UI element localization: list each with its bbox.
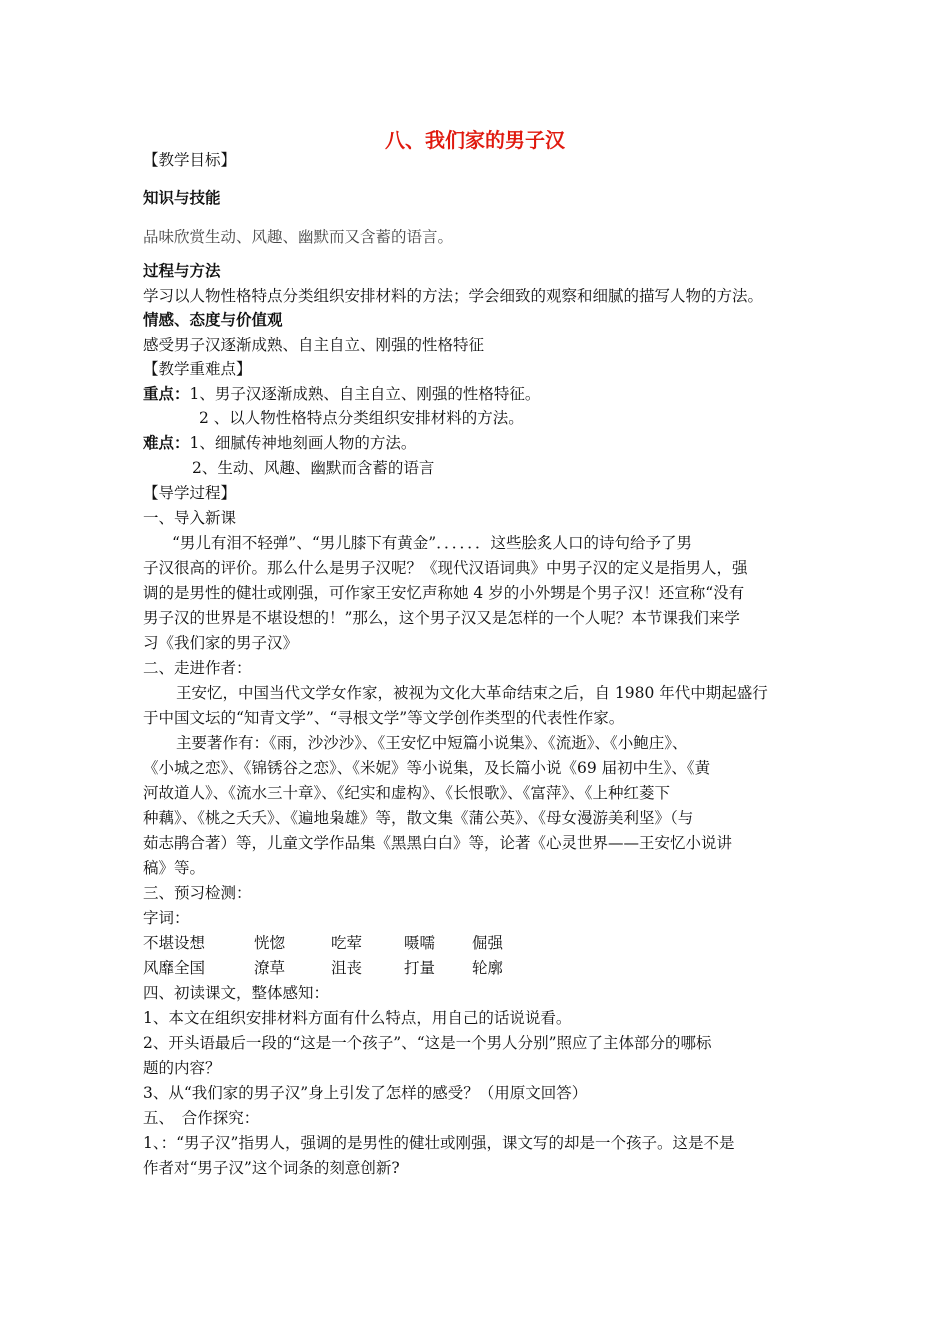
works-line-3: 河故道人》、《流水三十章》、《纪实和虚构》、《长恨歌》、《富萍》、《上种红菱下	[143, 784, 671, 802]
section-3-heading: 三、预习检测：	[143, 884, 252, 902]
works-line-6: 稿》等。	[143, 859, 206, 877]
intro-line-3: 调的是男性的健壮或刚强，可作家王安忆声称她 4 岁的小外甥是个男子汉！还宣称“没有	[143, 584, 745, 602]
cooperation-line-1: 1、：“男子汉”指男人，强调的是男性的健壮或刚强，课文写的却是一个孩子。这是不是	[143, 1134, 735, 1152]
question-1: 1、本文在组织安排材料方面有什么特点，用自己的话说说看。	[143, 1009, 572, 1027]
knowledge-text: 品味欣赏生动、风趣、幽默而又含蓄的语言。	[143, 228, 454, 246]
vocab-word: 潦草	[254, 959, 286, 977]
vocab-word: 轮廓	[472, 959, 504, 977]
vocab-word: 不堪设想	[143, 934, 206, 952]
heading-process: 过程与方法	[143, 262, 221, 280]
vocab-word: 打量	[404, 959, 436, 977]
author-line-1: 王安忆，中国当代文学女作家，被视为文化大革命结束之后，自 1980 年代中期起盛行	[176, 684, 768, 702]
question-2-line-1: 2、开头语最后一段的“这是一个孩子”、“这是一个男人分别”照应了主体部分的哪标	[143, 1034, 712, 1052]
doc-title: 八、我们家的男子汉	[385, 128, 565, 152]
works-line-4: 种藕》、《桃之夭夭》、《遍地枭雄》等，散文集《蒲公英》、《母女漫游美利坚》（与	[143, 809, 694, 827]
difficulty-2: 2、生动、风趣、幽默而含蓄的语言	[192, 459, 435, 477]
heading-emotion: 情感、态度与价值观	[143, 311, 283, 329]
author-line-2: 于中国文坛的“知青文学”、“寻根文学”等文学创作类型的代表性作家。	[143, 709, 625, 727]
process-text: 学习以人物性格特点分类组织安排材料的方法；学会细致的观察和细腻的描写人物的方法。	[143, 287, 764, 305]
heading-guide-process: 【导学过程】	[143, 484, 237, 502]
key-label: 重点：	[143, 385, 190, 403]
heading-knowledge: 知识与技能	[143, 189, 221, 207]
works-line-2: 《小城之恋》、《锦锈谷之恋》、《米妮》等小说集，及长篇小说《69 届初中生》、《黄	[143, 759, 711, 777]
works-line-1: 主要著作有：《雨，沙沙沙》、《王安忆中短篇小说集》、《流逝》、《小鲍庄》、	[176, 734, 688, 752]
works-line-5: 茹志鹃合著）等，儿童文学作品集《黑黑白白》等，论著《心灵世界——王安忆小说讲	[143, 834, 733, 852]
section-1-heading: 一、导入新课	[143, 509, 237, 527]
heading-teaching-goal: 【教学目标】	[143, 151, 237, 169]
vocab-word: 吃荤	[331, 934, 363, 952]
vocab-label: 字词：	[143, 909, 190, 927]
heading-key-points: 【教学重难点】	[143, 360, 252, 378]
vocab-word: 嗫嚅	[404, 934, 436, 952]
difficulty-line-1	[143, 433, 416, 453]
section-2-heading: 二、走进作者：	[143, 659, 252, 677]
vocab-word: 沮丧	[331, 959, 363, 977]
question-3: 3、从“我们家的男子汉”身上引发了怎样的感受？（用原文回答）	[143, 1084, 588, 1102]
key-point-2: 2 、以人物性格特点分类组织安排材料的方法。	[199, 409, 524, 427]
emotion-text: 感受男子汉逐渐成熟、自主自立、刚强的性格特征	[143, 336, 485, 354]
section-5-heading: 五、 合作探究：	[143, 1109, 260, 1127]
key-point-1: 1、男子汉逐渐成熟、自主自立、刚强的性格特征。	[189, 385, 541, 403]
vocab-word: 倔强	[472, 934, 504, 952]
intro-line-5: 习《我们家的男子汉》	[143, 634, 299, 652]
difficulty-1: 1、细腻传神地刻画人物的方法。	[189, 434, 417, 452]
intro-line-2: 子汉很高的评价。那么什么是男子汉呢？《现代汉语词典》中男子汉的定义是指男人，强	[143, 559, 748, 577]
intro-line-4: 男子汉的世界是不堪设想的！”那么，这个男子汉又是怎样的一个人呢？本节课我们来学	[143, 609, 740, 627]
vocab-word: 恍惚	[254, 934, 286, 952]
key-point-line-1	[143, 384, 540, 404]
intro-line-1: “男儿有泪不轻弹”、“男儿膝下有黄金”．．．．．．这些脍炙人口的诗句给予了男	[172, 534, 692, 552]
section-4-heading: 四、初读课文，整体感知：	[143, 984, 330, 1002]
cooperation-line-2: 作者对“男子汉”这个词条的刻意创新?	[143, 1159, 400, 1177]
vocab-word: 风靡全国	[143, 959, 206, 977]
difficulty-label: 难点：	[143, 434, 190, 452]
question-2-line-2: 题的内容？	[143, 1059, 221, 1077]
